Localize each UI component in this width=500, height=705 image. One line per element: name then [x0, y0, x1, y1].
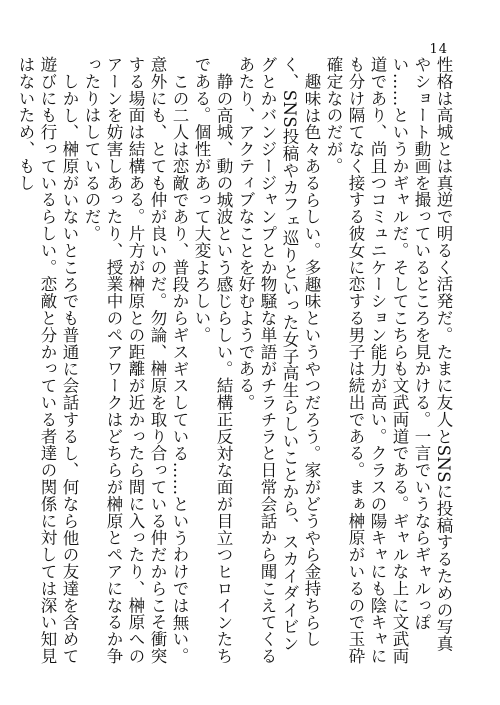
paragraph-2: 趣味は色々あるらしい。多趣味というやつだろう。家がどうやら金持ちらしく、SNS投稿やカフェ巡りといった女子高生らしいことから、スカイダイビングとかバンジージャンプとか物騒な単語がチラチラと日常会話から聞こえてくるあたり、アクティブなことを好むようである。	[236, 56, 321, 665]
page-number: 14	[429, 42, 448, 57]
body-text	[16, 56, 454, 666]
paragraph-3: 静の高城、動の城波という感じらしい。結構正反対な面が目立つヒロインたちである。個性があって大変よろしい。	[192, 56, 233, 664]
paragraph-4: この二人は恋敵であり、普段からギスギスしている……というわけでは無い。意外にも、とても仲が良いのだ。勿論、榊原を取り合っている仲だからこそ衝突する場面は結構ある。片方が榊原との距離が近かったら間に入ったり、榊原へのアーンを妨害しあったり、授業中のペアワークはどちらが榊原とペアになるか争ったりはしているのだ。	[82, 56, 189, 665]
paragraph-5: しかし、榊原がいないところでも普通に会話するし、何なら他の友達を含めて遊びにも行っているらしい。恋敵と分かっている者達の関係に対しては深い知見はないため、もし	[16, 56, 79, 665]
paragraph-1: 性格は高城とは真逆で明るく活発だ。たまに友人とSNSに投稿するための写真やショート動画を撮っているところを見かける。一言でいうならギャルっぽい……というかギャルだ。そしてこちらも文武両道である。ギャルな上に文武両道であり、尚且つコミュニケーション能力が高い。クラスの陽キャにも陰キャにも分け隔てなく接する彼女に恋する男子は続出である。まぁ榊原がいるので玉砕確定なのだが。	[324, 56, 453, 665]
